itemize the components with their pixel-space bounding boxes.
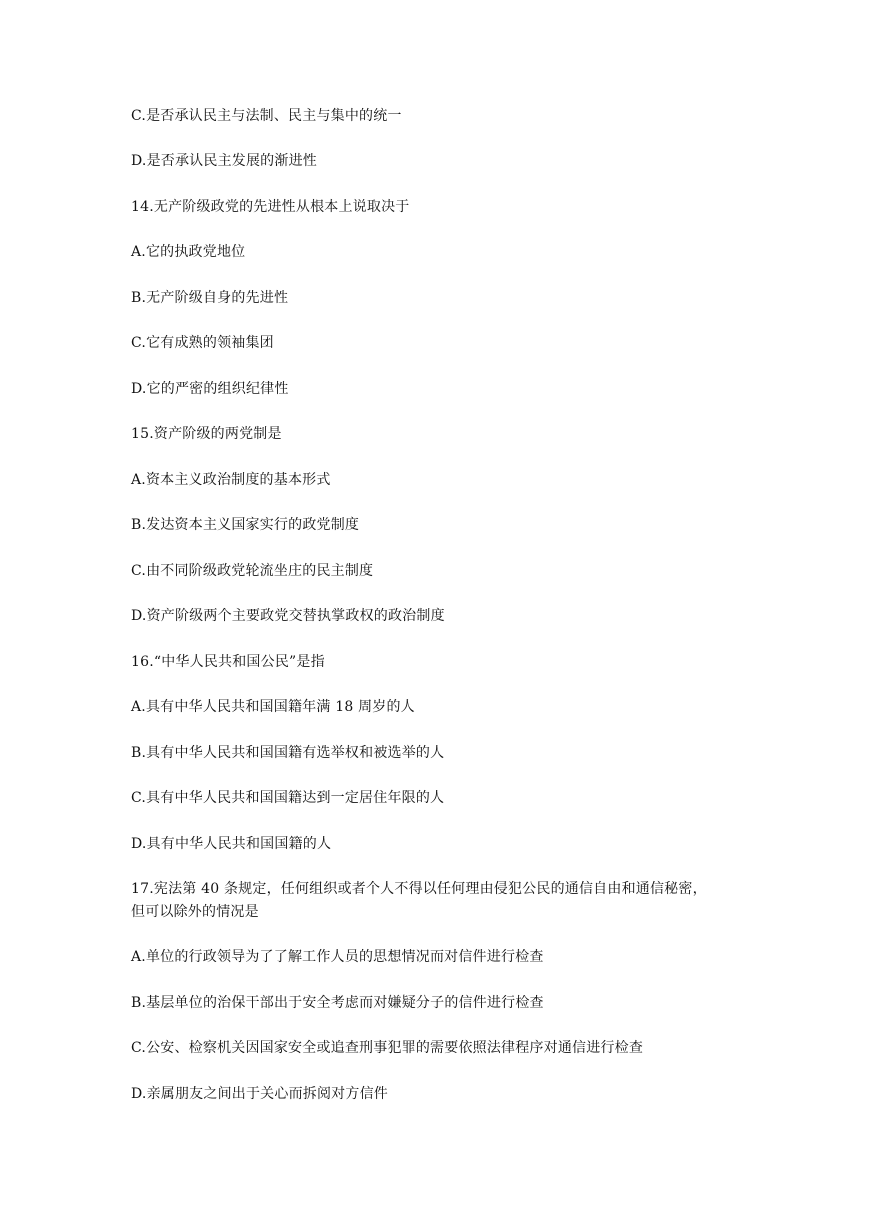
question-17-line-1: 17.宪法第 40 条规定，任何组织或者个人不得以任何理由侵犯公民的通信自由和通信秘密， xyxy=(131,881,707,897)
option-17d: D.亲属朋友之间出于关心而拆阅对方信件 xyxy=(131,1086,388,1102)
option-17a: A.单位的行政领导为了了解工作人员的思想情况而对信件进行检查 xyxy=(131,949,544,965)
option-17c: C.公安、检察机关因国家安全或追查刑事犯罪的需要依照法律程序对通信进行检查 xyxy=(131,1040,644,1056)
question-15: 15.资产阶级的两党制是 xyxy=(131,426,282,442)
question-14: 14.无产阶级政党的先进性从根本上说取决于 xyxy=(131,199,410,215)
option-16d: D.具有中华人民共和国国籍的人 xyxy=(131,836,332,852)
option-13d: D.是否承认民主发展的渐进性 xyxy=(131,153,317,169)
question-16: 16.“中华人民共和国公民”是指 xyxy=(131,654,325,670)
option-14c: C.它有成熟的领袖集团 xyxy=(131,335,274,351)
question-17-line-2: 但可以除外的情况是 xyxy=(131,904,259,920)
option-14d: D.它的严密的组织纪律性 xyxy=(131,381,289,397)
option-16c: C.具有中华人民共和国国籍达到一定居住年限的人 xyxy=(131,790,445,806)
option-16b: B.具有中华人民共和国国籍有选举权和被选举的人 xyxy=(131,745,445,761)
option-14b: B.无产阶级自身的先进性 xyxy=(131,290,289,306)
option-13c: C.是否承认民主与法制、民主与集中的统一 xyxy=(131,108,402,124)
option-14a: A.它的执政党地位 xyxy=(131,244,246,260)
option-15b: B.发达资本主义国家实行的政党制度 xyxy=(131,517,360,533)
option-16a: A.具有中华人民共和国国籍年满 18 周岁的人 xyxy=(131,699,415,715)
option-17b: B.基层单位的治保干部出于安全考虑而对嫌疑分子的信件进行检查 xyxy=(131,995,544,1011)
option-15c: C.由不同阶级政党轮流坐庄的民主制度 xyxy=(131,563,374,579)
option-15d: D.资产阶级两个主要政党交替执掌政权的政治制度 xyxy=(131,608,445,624)
option-15a: A.资本主义政治制度的基本形式 xyxy=(131,472,331,488)
